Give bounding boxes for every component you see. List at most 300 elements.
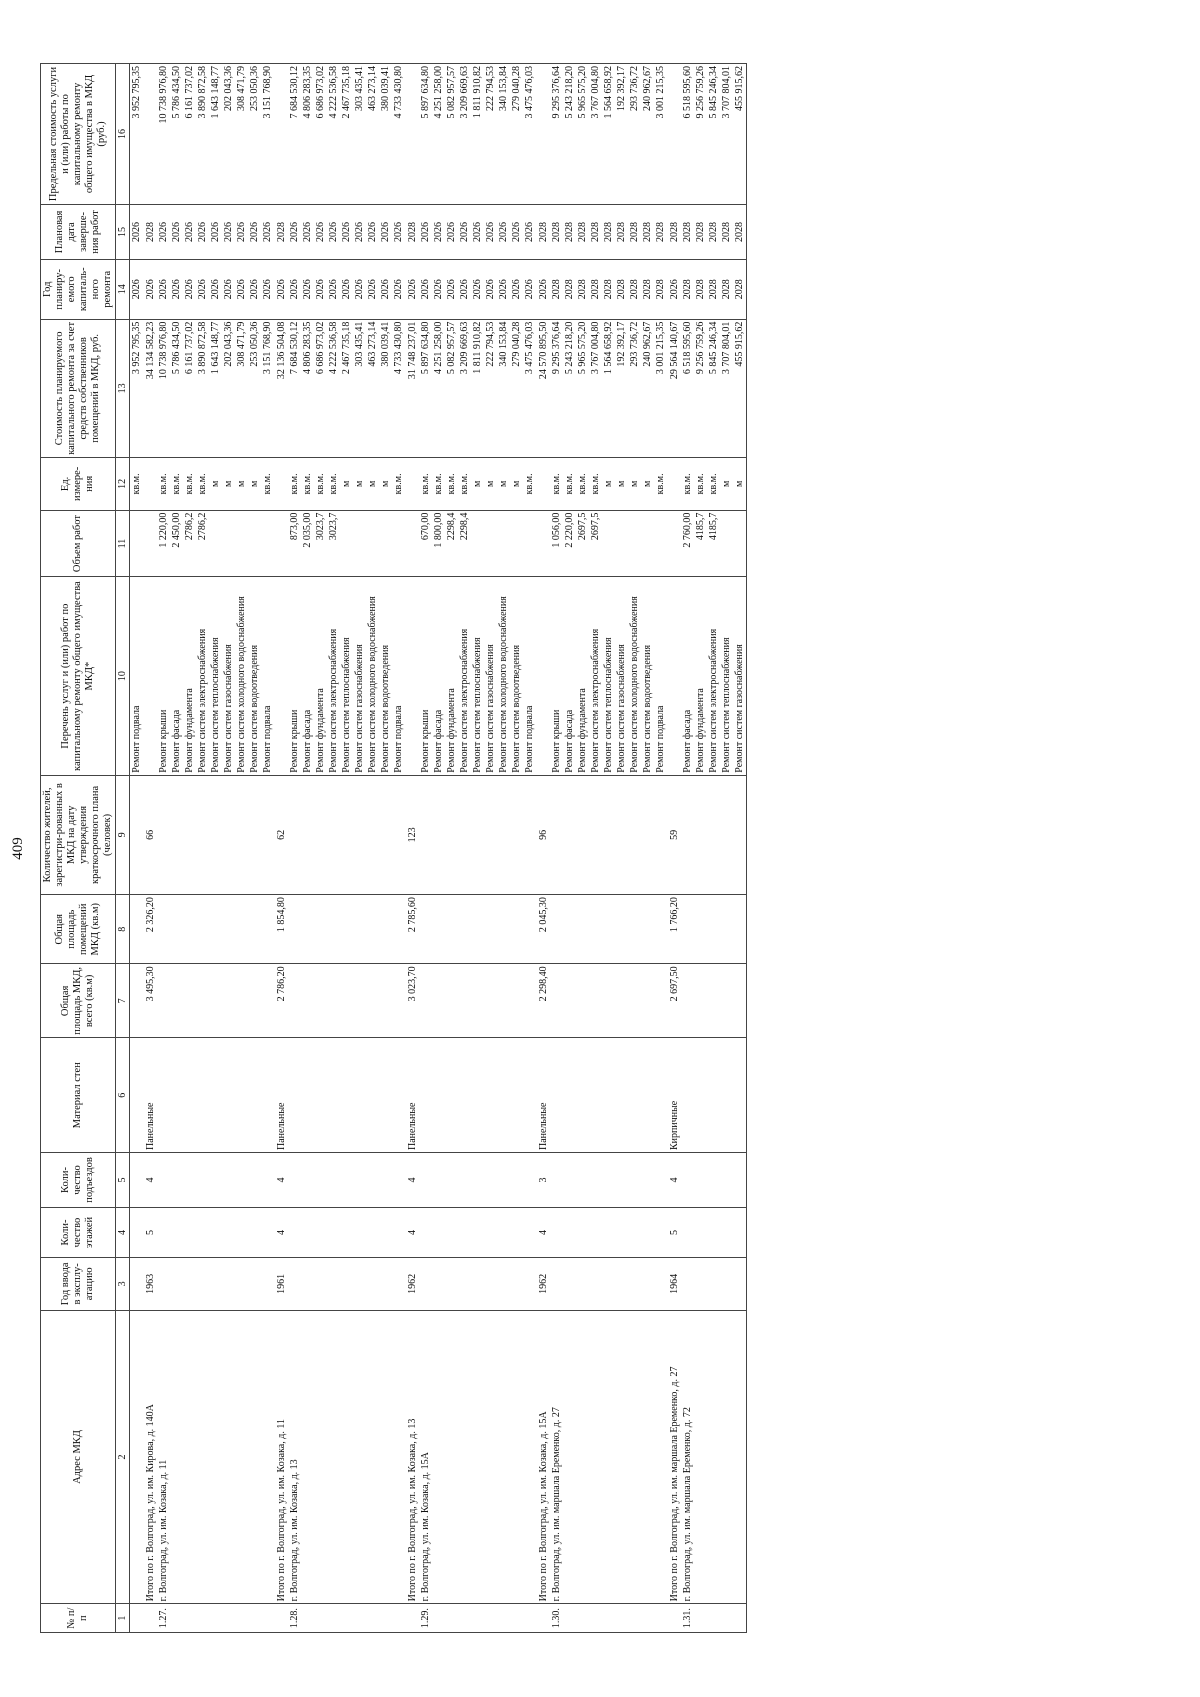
floors-cell bbox=[720, 1207, 733, 1257]
total-row bbox=[667, 64, 681, 1633]
premises-area-cell: 1 854,80 bbox=[274, 895, 288, 964]
wall-material-cell bbox=[497, 1038, 510, 1153]
wall-material-cell bbox=[301, 1038, 314, 1153]
max-cost-cell: 6 686 973,02 bbox=[314, 64, 327, 205]
entrances-cell bbox=[458, 1153, 471, 1208]
year-built-cell bbox=[563, 1258, 576, 1311]
wall-material-cell bbox=[353, 1038, 366, 1153]
address-cell: Итого по г. Волгоград, ул. им. Козака, д. 13 bbox=[405, 1310, 419, 1604]
address-cell bbox=[563, 1310, 576, 1604]
column-number: 15 bbox=[116, 204, 130, 259]
table-row bbox=[419, 64, 432, 1633]
entrances-cell bbox=[628, 1153, 641, 1208]
repair-year-cell: 2026 bbox=[327, 259, 340, 319]
year-built-cell bbox=[209, 1258, 222, 1311]
residents-cell bbox=[628, 775, 641, 894]
cost-cell: 3 475 476,03 bbox=[523, 319, 536, 458]
max-cost-cell: 4 222 536,58 bbox=[327, 64, 340, 205]
wall-material-cell bbox=[327, 1038, 340, 1153]
work-volume-cell: 2786,2 bbox=[183, 510, 196, 577]
max-cost-cell: 3 707 804,01 bbox=[720, 64, 733, 205]
year-built-cell bbox=[261, 1258, 274, 1311]
work-type-cell: Ремонт фасада bbox=[563, 577, 576, 775]
column-number: 6 bbox=[116, 1038, 130, 1153]
completion-date-cell: 2028 bbox=[143, 204, 157, 259]
completion-date-cell: 2026 bbox=[497, 204, 510, 259]
year-built-cell bbox=[379, 1258, 392, 1311]
table-row bbox=[432, 64, 445, 1633]
work-type-cell: Ремонт крыши bbox=[288, 577, 301, 775]
premises-area-cell bbox=[628, 895, 641, 964]
row-index bbox=[576, 1604, 589, 1633]
floors-cell bbox=[209, 1207, 222, 1257]
table-row bbox=[497, 64, 510, 1633]
work-type-cell: Ремонт систем водоотведения bbox=[379, 577, 392, 775]
work-volume-cell bbox=[366, 510, 379, 577]
premises-area-cell bbox=[563, 895, 576, 964]
entrances-cell bbox=[235, 1153, 248, 1208]
work-type-cell: Ремонт систем газоснабжения bbox=[615, 577, 628, 775]
cost-cell: 5 965 575,20 bbox=[576, 319, 589, 458]
completion-date-cell: 2026 bbox=[379, 204, 392, 259]
repair-year-cell: 2026 bbox=[248, 259, 261, 319]
work-type-cell: Ремонт подвала bbox=[523, 577, 536, 775]
wall-material-cell bbox=[602, 1038, 615, 1153]
address-cell bbox=[497, 1310, 510, 1604]
residents-cell bbox=[157, 775, 170, 894]
residents-cell bbox=[694, 775, 707, 894]
repair-year-cell: 2026 bbox=[510, 259, 523, 319]
residents-cell: 62 bbox=[274, 775, 288, 894]
work-volume-cell bbox=[235, 510, 248, 577]
address-cell bbox=[510, 1310, 523, 1604]
wall-material-cell bbox=[130, 1038, 144, 1153]
wall-material-cell bbox=[157, 1038, 170, 1153]
unit-cell: кв.м. bbox=[288, 458, 301, 511]
column-number: 2 bbox=[116, 1310, 130, 1604]
floors-cell bbox=[550, 1207, 563, 1257]
cost-cell: 3 890 872,58 bbox=[196, 319, 209, 458]
premises-area-cell bbox=[248, 895, 261, 964]
max-cost-cell: 5 845 246,34 bbox=[707, 64, 720, 205]
entrances-cell bbox=[615, 1153, 628, 1208]
premises-area-cell bbox=[353, 895, 366, 964]
cost-cell: 279 040,28 bbox=[510, 319, 523, 458]
work-volume-cell bbox=[274, 510, 288, 577]
max-cost-cell: 303 435,41 bbox=[353, 64, 366, 205]
cost-cell: 6 518 595,60 bbox=[681, 319, 694, 458]
address-cell bbox=[654, 1310, 667, 1604]
repair-year-cell: 2026 bbox=[170, 259, 183, 319]
premises-area-cell bbox=[602, 895, 615, 964]
max-cost-cell: 3 475 476,03 bbox=[523, 64, 536, 205]
table-row bbox=[170, 64, 183, 1633]
premises-area-cell bbox=[484, 895, 497, 964]
repair-year-cell: 2026 bbox=[314, 259, 327, 319]
total-area-cell: 2 298,40 bbox=[536, 964, 550, 1038]
unit-cell: м bbox=[510, 458, 523, 511]
year-built-cell bbox=[130, 1258, 144, 1311]
row-index: 1.31. bbox=[681, 1604, 694, 1633]
residents-cell bbox=[720, 775, 733, 894]
max-cost-cell: 6 518 595,60 bbox=[681, 64, 694, 205]
year-built-cell bbox=[327, 1258, 340, 1311]
premises-area-cell bbox=[419, 895, 432, 964]
row-index: 1.30. bbox=[550, 1604, 563, 1633]
repair-year-cell: 2026 bbox=[667, 259, 681, 319]
premises-area-cell: 2 326,20 bbox=[143, 895, 157, 964]
repair-year-cell: 2028 bbox=[589, 259, 602, 319]
row-index bbox=[707, 1604, 720, 1633]
premises-area-cell bbox=[471, 895, 484, 964]
entrances-cell: 4 bbox=[143, 1153, 157, 1208]
address-cell bbox=[340, 1310, 353, 1604]
max-cost-cell: 253 050,36 bbox=[248, 64, 261, 205]
total-area-cell: 2 786,20 bbox=[274, 964, 288, 1038]
wall-material-cell bbox=[392, 1038, 405, 1153]
entrances-cell bbox=[484, 1153, 497, 1208]
address-cell bbox=[235, 1310, 248, 1604]
table-row bbox=[484, 64, 497, 1633]
work-type-cell: Ремонт систем холодного водоснабжения bbox=[628, 577, 641, 775]
entrances-cell bbox=[589, 1153, 602, 1208]
entrances-cell bbox=[576, 1153, 589, 1208]
work-volume-cell bbox=[497, 510, 510, 577]
unit-cell: кв.м. bbox=[563, 458, 576, 511]
table-row bbox=[694, 64, 707, 1633]
year-built-cell bbox=[353, 1258, 366, 1311]
completion-date-cell: 2028 bbox=[563, 204, 576, 259]
residents-cell bbox=[602, 775, 615, 894]
address-cell bbox=[432, 1310, 445, 1604]
work-type-cell: Ремонт систем водоотведения bbox=[248, 577, 261, 775]
premises-area-cell bbox=[379, 895, 392, 964]
repair-year-cell: 2028 bbox=[694, 259, 707, 319]
table-row bbox=[602, 64, 615, 1633]
cost-cell: 308 471,79 bbox=[235, 319, 248, 458]
year-built-cell bbox=[641, 1258, 654, 1311]
header-cell: Объем работ bbox=[41, 510, 116, 577]
entrances-cell bbox=[379, 1153, 392, 1208]
table-row bbox=[720, 64, 733, 1633]
repair-year-cell: 2026 bbox=[196, 259, 209, 319]
unit-cell: кв.м. bbox=[654, 458, 667, 511]
total-area-cell: 2 697,50 bbox=[667, 964, 681, 1038]
row-index bbox=[510, 1604, 523, 1633]
residents-cell bbox=[235, 775, 248, 894]
floors-cell bbox=[432, 1207, 445, 1257]
year-built-cell bbox=[170, 1258, 183, 1311]
floors-cell bbox=[130, 1207, 144, 1257]
row-index bbox=[327, 1604, 340, 1633]
entrances-cell bbox=[419, 1153, 432, 1208]
residents-cell bbox=[301, 775, 314, 894]
floors-cell: 4 bbox=[405, 1207, 419, 1257]
completion-date-cell: 2026 bbox=[392, 204, 405, 259]
cost-cell: 5 897 634,80 bbox=[419, 319, 432, 458]
total-area-cell bbox=[301, 964, 314, 1038]
row-index bbox=[523, 1604, 536, 1633]
table-row bbox=[733, 64, 747, 1633]
total-area-cell bbox=[681, 964, 694, 1038]
residents-cell bbox=[458, 775, 471, 894]
cost-cell: 6 686 973,02 bbox=[314, 319, 327, 458]
work-type-cell: Ремонт подвала bbox=[261, 577, 274, 775]
header-row bbox=[41, 64, 116, 1633]
floors-cell bbox=[523, 1207, 536, 1257]
total-area-cell bbox=[432, 964, 445, 1038]
unit-cell bbox=[143, 458, 157, 511]
repair-year-cell: 2026 bbox=[536, 259, 550, 319]
repair-year-cell: 2026 bbox=[222, 259, 235, 319]
row-index bbox=[615, 1604, 628, 1633]
floors-cell bbox=[379, 1207, 392, 1257]
repair-year-cell: 2026 bbox=[235, 259, 248, 319]
max-cost-cell bbox=[143, 64, 157, 205]
year-built-cell bbox=[340, 1258, 353, 1311]
floors-cell bbox=[327, 1207, 340, 1257]
max-cost-cell: 240 962,67 bbox=[641, 64, 654, 205]
wall-material-cell bbox=[419, 1038, 432, 1153]
address-cell: г. Волгоград, ул. им. Козака, д. 13 bbox=[288, 1310, 301, 1604]
cost-cell: 4 222 536,58 bbox=[327, 319, 340, 458]
work-type-cell: Ремонт подвала bbox=[654, 577, 667, 775]
total-area-cell bbox=[654, 964, 667, 1038]
row-index bbox=[733, 1604, 747, 1633]
year-built-cell bbox=[694, 1258, 707, 1311]
floors-cell bbox=[615, 1207, 628, 1257]
header-cell: Год ввода в эксплу-атацию bbox=[41, 1258, 116, 1311]
entrances-cell bbox=[432, 1153, 445, 1208]
address-cell bbox=[301, 1310, 314, 1604]
year-built-cell bbox=[157, 1258, 170, 1311]
year-built-cell: 1962 bbox=[536, 1258, 550, 1311]
wall-material-cell bbox=[183, 1038, 196, 1153]
header-cell: Коли-чество подъездов bbox=[41, 1153, 116, 1208]
total-area-cell bbox=[576, 964, 589, 1038]
year-built-cell bbox=[720, 1258, 733, 1311]
address-cell: г. Волгоград, ул. им. маршала Еременко, д. 27 bbox=[550, 1310, 563, 1604]
entrances-cell bbox=[183, 1153, 196, 1208]
work-volume-cell bbox=[379, 510, 392, 577]
repair-year-cell: 2026 bbox=[379, 259, 392, 319]
table-row bbox=[301, 64, 314, 1633]
row-index bbox=[196, 1604, 209, 1633]
max-cost-cell: 279 040,28 bbox=[510, 64, 523, 205]
premises-area-cell bbox=[288, 895, 301, 964]
wall-material-cell bbox=[314, 1038, 327, 1153]
premises-area-cell bbox=[654, 895, 667, 964]
wall-material-cell bbox=[445, 1038, 458, 1153]
repair-year-cell: 2028 bbox=[654, 259, 667, 319]
max-cost-cell bbox=[274, 64, 288, 205]
repair-year-cell: 2026 bbox=[143, 259, 157, 319]
cost-cell: 24 570 895,50 bbox=[536, 319, 550, 458]
cost-cell: 293 736,72 bbox=[628, 319, 641, 458]
max-cost-cell: 380 039,41 bbox=[379, 64, 392, 205]
work-volume-cell: 873,00 bbox=[288, 510, 301, 577]
address-cell: Итого по г. Волгоград, ул. им. Козака, д. 11 bbox=[274, 1310, 288, 1604]
wall-material-cell bbox=[720, 1038, 733, 1153]
premises-area-cell bbox=[327, 895, 340, 964]
work-volume-cell bbox=[615, 510, 628, 577]
row-index bbox=[143, 1604, 157, 1633]
header-cell: Адрес МКД bbox=[41, 1310, 116, 1604]
cost-cell: 5 845 246,34 bbox=[707, 319, 720, 458]
table-row bbox=[654, 64, 667, 1633]
total-row bbox=[274, 64, 288, 1633]
address-cell bbox=[314, 1310, 327, 1604]
total-row bbox=[143, 64, 157, 1633]
cost-cell: 303 435,41 bbox=[353, 319, 366, 458]
work-volume-cell: 2 035,00 bbox=[301, 510, 314, 577]
repair-year-cell: 2028 bbox=[720, 259, 733, 319]
work-volume-cell bbox=[641, 510, 654, 577]
entrances-cell bbox=[681, 1153, 694, 1208]
work-type-cell: Ремонт фундамента bbox=[445, 577, 458, 775]
total-row bbox=[405, 64, 419, 1633]
repair-year-cell: 2026 bbox=[340, 259, 353, 319]
work-type-cell: Ремонт фасада bbox=[432, 577, 445, 775]
work-type-cell: Ремонт систем теплоснабжения bbox=[602, 577, 615, 775]
residents-cell bbox=[340, 775, 353, 894]
unit-cell: м bbox=[615, 458, 628, 511]
unit-cell: кв.м. bbox=[458, 458, 471, 511]
completion-date-cell: 2026 bbox=[288, 204, 301, 259]
wall-material-cell bbox=[432, 1038, 445, 1153]
cost-cell: 4 251 258,00 bbox=[432, 319, 445, 458]
unit-cell: м bbox=[641, 458, 654, 511]
header-cell: Коли-чество этажей bbox=[41, 1207, 116, 1257]
unit-cell: кв.м. bbox=[707, 458, 720, 511]
cost-cell: 34 134 582,23 bbox=[143, 319, 157, 458]
address-cell bbox=[576, 1310, 589, 1604]
column-number: 1 bbox=[116, 1604, 130, 1633]
premises-area-cell bbox=[261, 895, 274, 964]
year-built-cell bbox=[602, 1258, 615, 1311]
repair-year-cell: 2026 bbox=[405, 259, 419, 319]
row-index bbox=[353, 1604, 366, 1633]
year-built-cell bbox=[248, 1258, 261, 1311]
completion-date-cell: 2028 bbox=[274, 204, 288, 259]
residents-cell bbox=[261, 775, 274, 894]
entrances-cell: 3 bbox=[536, 1153, 550, 1208]
year-built-cell bbox=[392, 1258, 405, 1311]
repair-year-cell: 2026 bbox=[458, 259, 471, 319]
residents-cell bbox=[471, 775, 484, 894]
work-type-cell: Ремонт систем электроснабжения bbox=[458, 577, 471, 775]
address-cell bbox=[471, 1310, 484, 1604]
address-cell: г. Волгоград, ул. им. Козака, д. 15А bbox=[419, 1310, 432, 1604]
entrances-cell bbox=[327, 1153, 340, 1208]
address-cell bbox=[615, 1310, 628, 1604]
work-type-cell: Ремонт систем теплоснабжения bbox=[340, 577, 353, 775]
unit-cell bbox=[274, 458, 288, 511]
completion-date-cell: 2026 bbox=[209, 204, 222, 259]
residents-cell bbox=[288, 775, 301, 894]
entrances-cell bbox=[563, 1153, 576, 1208]
max-cost-cell: 293 736,72 bbox=[628, 64, 641, 205]
residents-cell bbox=[615, 775, 628, 894]
header-cell: Год планиру-емого капиталь-ного ремонта bbox=[41, 259, 116, 319]
column-number-row bbox=[116, 64, 130, 1633]
row-index bbox=[405, 1604, 419, 1633]
residents-cell bbox=[681, 775, 694, 894]
entrances-cell bbox=[471, 1153, 484, 1208]
repair-year-cell: 2028 bbox=[733, 259, 747, 319]
unit-cell: кв.м. bbox=[130, 458, 144, 511]
total-area-cell bbox=[209, 964, 222, 1038]
work-volume-cell bbox=[248, 510, 261, 577]
unit-cell: м bbox=[353, 458, 366, 511]
residents-cell: 59 bbox=[667, 775, 681, 894]
column-number: 14 bbox=[116, 259, 130, 319]
max-cost-cell: 455 915,62 bbox=[733, 64, 747, 205]
work-volume-cell: 670,00 bbox=[419, 510, 432, 577]
completion-date-cell: 2026 bbox=[248, 204, 261, 259]
entrances-cell bbox=[445, 1153, 458, 1208]
floors-cell bbox=[733, 1207, 747, 1257]
repair-year-cell: 2026 bbox=[523, 259, 536, 319]
floors-cell: 5 bbox=[667, 1207, 681, 1257]
premises-area-cell bbox=[523, 895, 536, 964]
entrances-cell bbox=[340, 1153, 353, 1208]
unit-cell: кв.м. bbox=[432, 458, 445, 511]
residents-cell bbox=[170, 775, 183, 894]
total-area-cell bbox=[458, 964, 471, 1038]
wall-material-cell bbox=[589, 1038, 602, 1153]
total-area-cell bbox=[235, 964, 248, 1038]
row-index bbox=[392, 1604, 405, 1633]
entrances-cell bbox=[353, 1153, 366, 1208]
column-number: 10 bbox=[116, 577, 130, 775]
cost-cell: 4 806 283,35 bbox=[301, 319, 314, 458]
premises-area-cell bbox=[550, 895, 563, 964]
row-index bbox=[497, 1604, 510, 1633]
completion-date-cell: 2026 bbox=[471, 204, 484, 259]
row-index bbox=[379, 1604, 392, 1633]
table-row bbox=[576, 64, 589, 1633]
premises-area-cell bbox=[445, 895, 458, 964]
cost-cell: 2 467 735,18 bbox=[340, 319, 353, 458]
premises-area-cell bbox=[576, 895, 589, 964]
wall-material-cell bbox=[615, 1038, 628, 1153]
floors-cell bbox=[222, 1207, 235, 1257]
residents-cell bbox=[510, 775, 523, 894]
residents-cell bbox=[733, 775, 747, 894]
completion-date-cell: 2026 bbox=[419, 204, 432, 259]
work-type-cell: Ремонт систем холодного водоснабжения bbox=[235, 577, 248, 775]
total-area-cell bbox=[392, 964, 405, 1038]
floors-cell bbox=[183, 1207, 196, 1257]
total-area-cell bbox=[288, 964, 301, 1038]
total-area-cell bbox=[379, 964, 392, 1038]
repair-plan-table bbox=[40, 63, 747, 1633]
work-type-cell: Ремонт фасада bbox=[170, 577, 183, 775]
year-built-cell bbox=[314, 1258, 327, 1311]
completion-date-cell: 2026 bbox=[261, 204, 274, 259]
unit-cell: м bbox=[222, 458, 235, 511]
table-row bbox=[196, 64, 209, 1633]
max-cost-cell: 4 806 283,35 bbox=[301, 64, 314, 205]
row-index bbox=[366, 1604, 379, 1633]
completion-date-cell: 2026 bbox=[445, 204, 458, 259]
row-index bbox=[720, 1604, 733, 1633]
floors-cell bbox=[301, 1207, 314, 1257]
wall-material-cell bbox=[694, 1038, 707, 1153]
unit-cell: м bbox=[248, 458, 261, 511]
work-volume-cell: 4185,7 bbox=[694, 510, 707, 577]
